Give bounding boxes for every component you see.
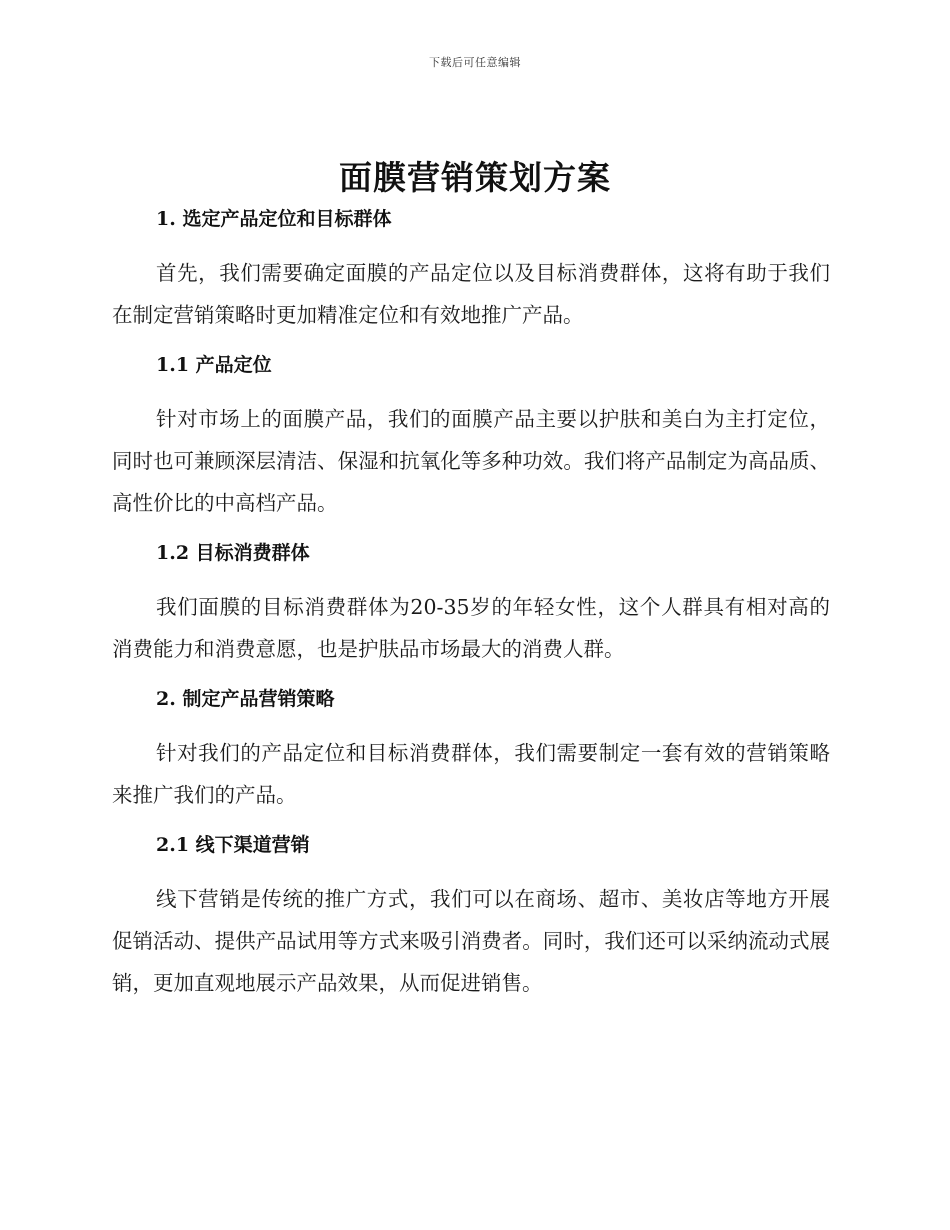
section-1-2 xyxy=(112,538,830,670)
document-title: 面膜营销策划方案 xyxy=(339,158,611,197)
section-1-1 xyxy=(112,350,830,524)
section-1 xyxy=(112,204,830,336)
section-paragraph: 针对市场上的面膜产品，我们的面膜产品主要以护肤和美白为主打定位，同时也可兼顾深层清洁、保湿和抗氧化等多种功效。我们将产品制定为高品质、高性价比的中高档产品。 xyxy=(112,407,830,515)
section-paragraph: 针对我们的产品定位和目标消费群体，我们需要制定一套有效的营销策略来推广我们的产品。 xyxy=(112,741,830,807)
section-heading: 1.1 产品定位 xyxy=(156,354,272,376)
section-paragraph: 首先，我们需要确定面膜的产品定位以及目标消费群体，这将有助于我们在制定营销策略时更加精准定位和有效地推广产品。 xyxy=(112,261,830,327)
page-header-note: 下载后可任意编辑 xyxy=(429,56,521,69)
section-paragraph: 线下营销是传统的推广方式，我们可以在商场、超市、美妆店等地方开展促销活动、提供产品试用等方式来吸引消费者。同时，我们还可以采纳流动式展销，更加直观地展示产品效果，从而促进销售。 xyxy=(112,887,830,995)
section-heading: 2.1 线下渠道营销 xyxy=(156,834,310,856)
section-heading: 2. 制定产品营销策略 xyxy=(156,688,335,710)
document-body xyxy=(112,204,830,1004)
section-2-1 xyxy=(112,830,830,1004)
section-2 xyxy=(112,684,830,816)
section-paragraph: 我们面膜的目标消费群体为20-35岁的年轻女性，这个人群具有相对高的消费能力和消费意愿，也是护肤品市场最大的消费人群。 xyxy=(112,595,830,661)
section-heading: 1.2 目标消费群体 xyxy=(156,542,310,564)
section-heading: 1. 选定产品定位和目标群体 xyxy=(156,208,392,230)
